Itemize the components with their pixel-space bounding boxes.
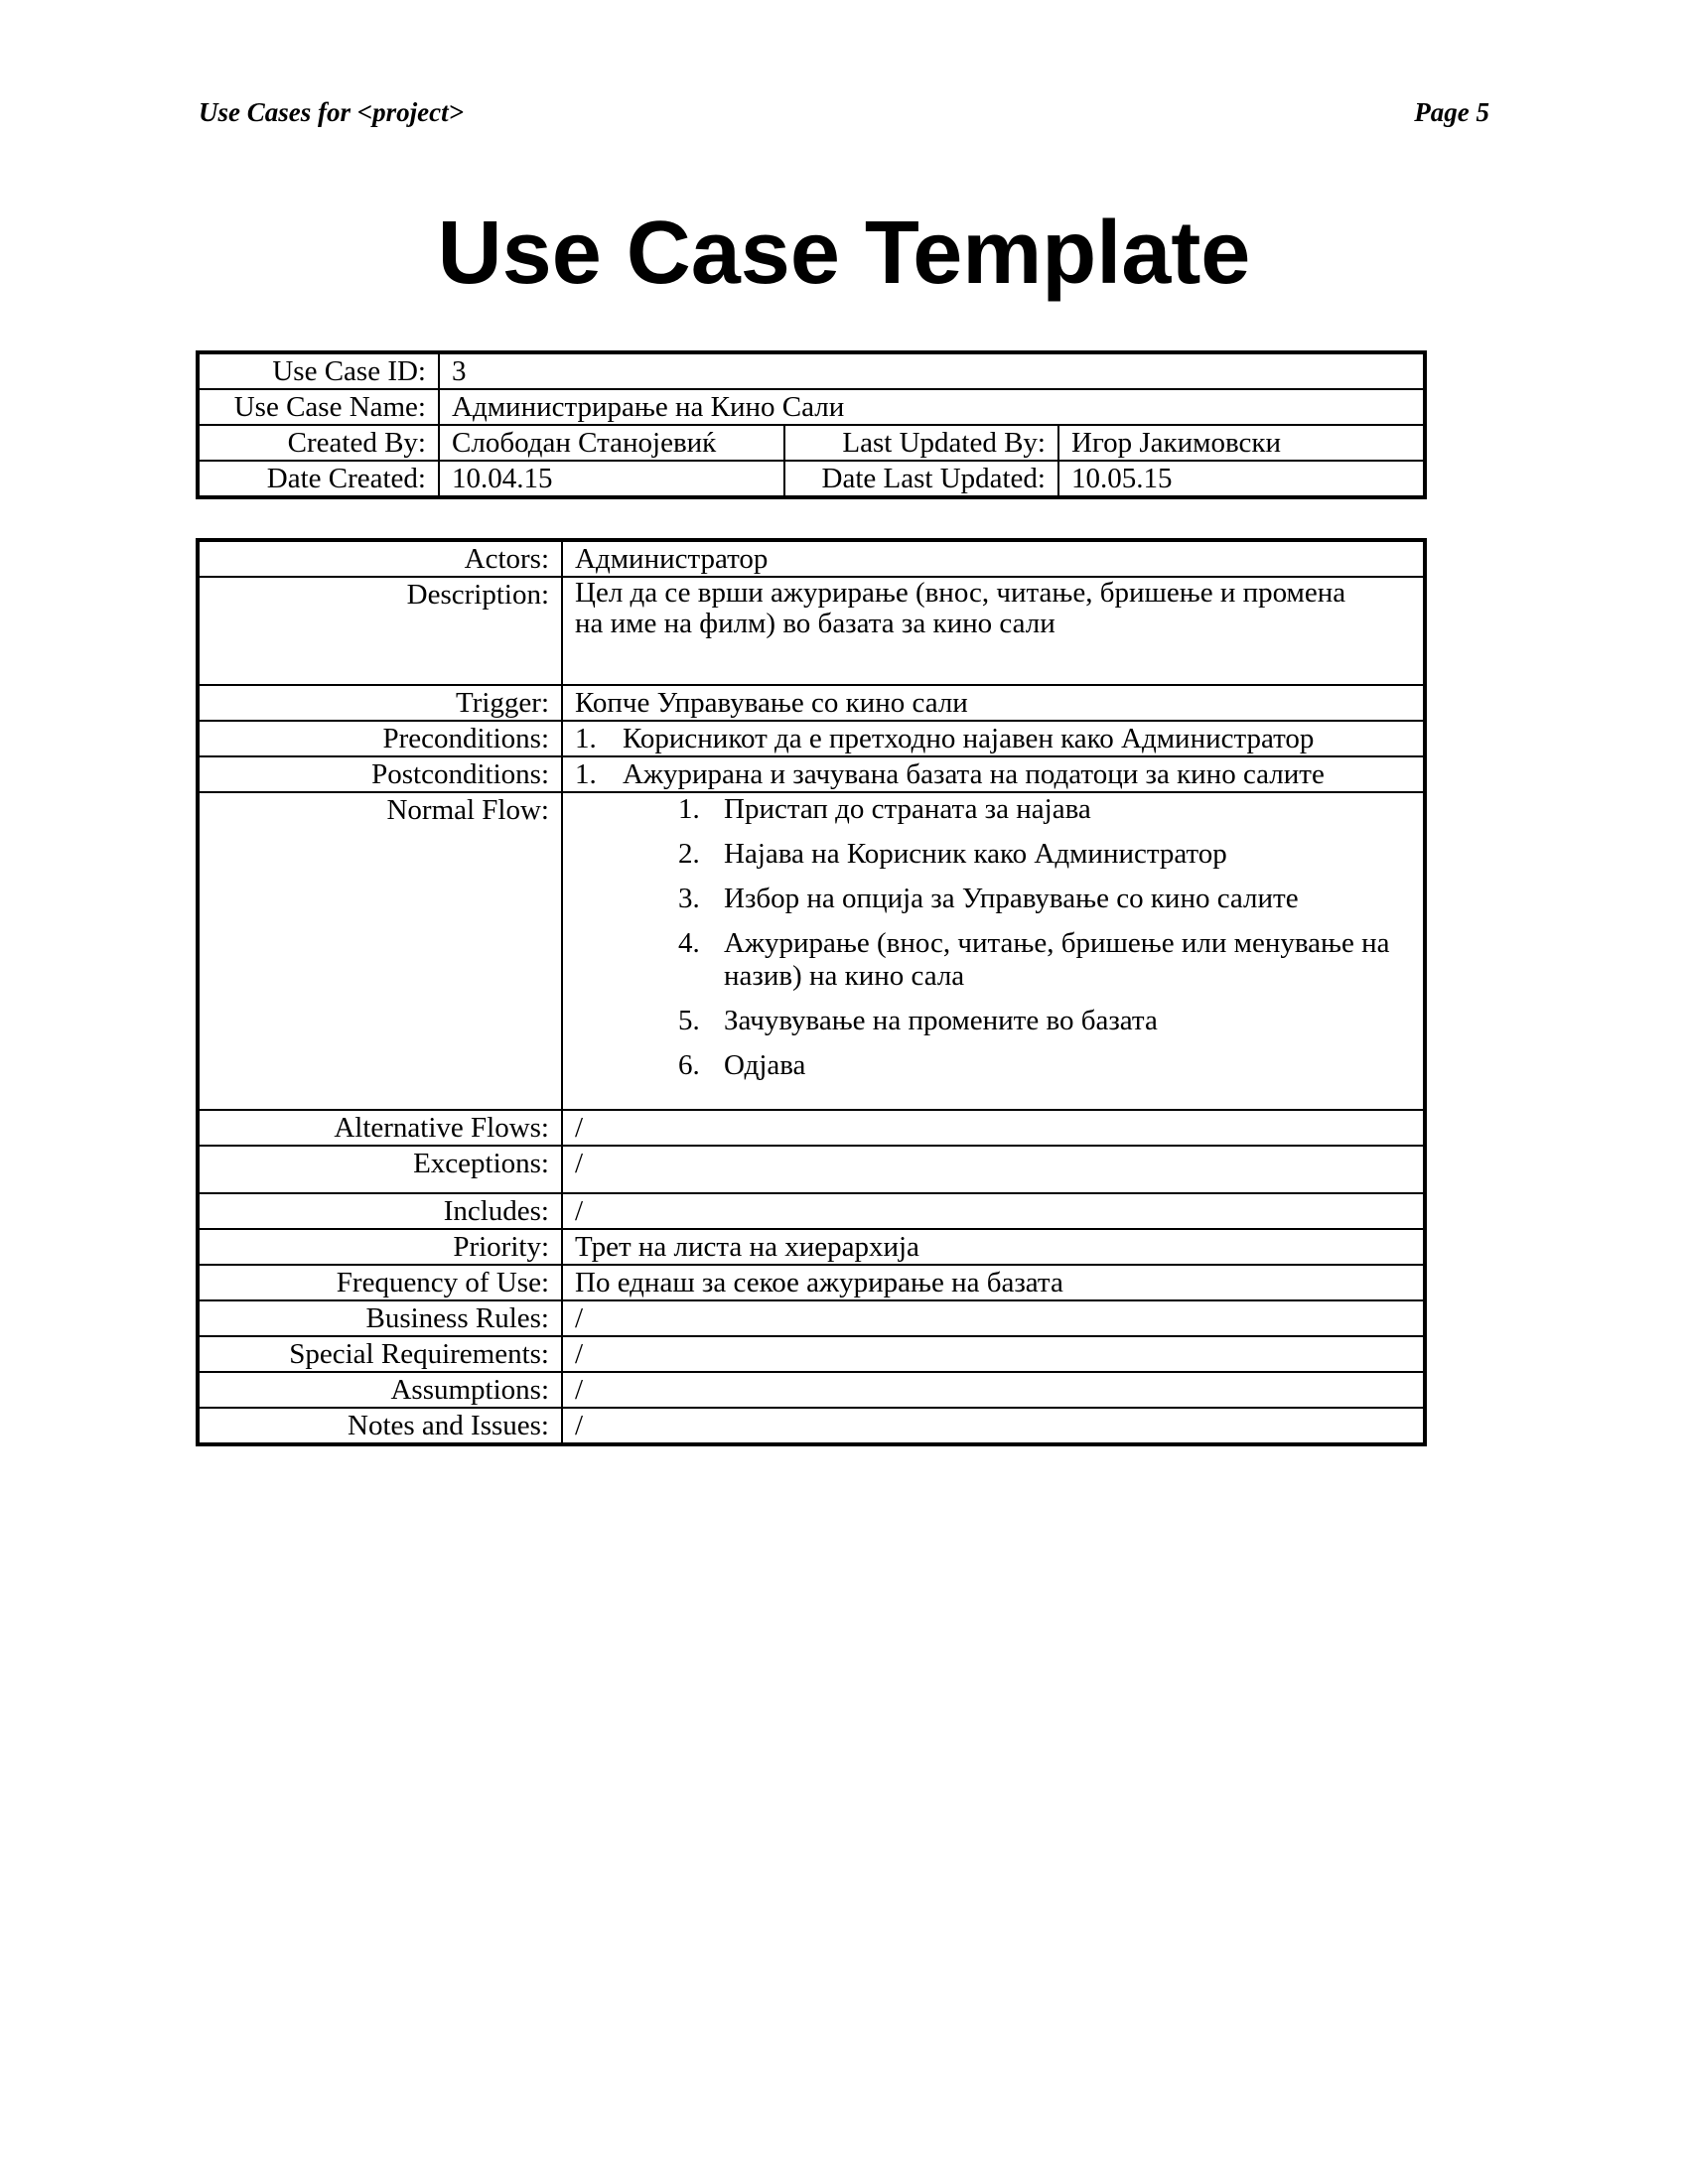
list-text: Избор на опција за Управување со кино салите bbox=[724, 883, 1299, 914]
created-by-row bbox=[198, 425, 1425, 461]
header-document-title: Use Cases for <project> bbox=[199, 97, 464, 127]
list-text: Пристап до страната за најава bbox=[724, 793, 1091, 825]
special-requirements-value: / bbox=[562, 1336, 1425, 1372]
use-case-info-table bbox=[196, 350, 1427, 499]
list-text: Ажурирање (внос, читање, бришење или менување на bbox=[724, 927, 1390, 959]
date-created-label: Date Created: bbox=[198, 461, 439, 497]
list-item bbox=[575, 757, 1411, 791]
business-rules-row bbox=[198, 1300, 1425, 1336]
list-number: 6. bbox=[678, 1049, 700, 1081]
postconditions-row bbox=[198, 756, 1425, 792]
list-number: 2. bbox=[678, 838, 700, 870]
postconditions-label: Postconditions: bbox=[198, 756, 562, 792]
page-title: Use Case Template bbox=[437, 204, 1251, 303]
list-text: Корисникот да е претходно најавен како Администратор bbox=[623, 723, 1315, 754]
preconditions-value bbox=[562, 721, 1425, 756]
trigger-row bbox=[198, 685, 1425, 721]
actors-value: Администратор bbox=[562, 540, 1425, 577]
list-number: 1. bbox=[575, 758, 597, 790]
list-number: 1. bbox=[678, 793, 700, 825]
list-item bbox=[678, 927, 1411, 993]
use-case-name-label: Use Case Name: bbox=[198, 389, 439, 425]
actors-label: Actors: bbox=[198, 540, 562, 577]
list-number: 4. bbox=[678, 927, 700, 959]
priority-label: Priority: bbox=[198, 1229, 562, 1265]
list-item bbox=[575, 722, 1411, 755]
date-created-row bbox=[198, 461, 1425, 497]
description-label: Description: bbox=[198, 577, 562, 685]
alternative-flows-value: / bbox=[562, 1110, 1425, 1146]
use-case-id-label: Use Case ID: bbox=[198, 352, 439, 389]
last-updated-by-value: Игор Јакимовски bbox=[1058, 425, 1425, 461]
description-row bbox=[198, 577, 1425, 685]
includes-value: / bbox=[562, 1193, 1425, 1229]
trigger-value: Копче Управување со кино сали bbox=[562, 685, 1425, 721]
list-number: 1. bbox=[575, 723, 597, 754]
list-text: назив) на кино сала bbox=[724, 960, 965, 992]
exceptions-row bbox=[198, 1146, 1425, 1193]
exceptions-value: / bbox=[562, 1146, 1425, 1193]
notes-row bbox=[198, 1408, 1425, 1444]
list-text: Ажурирана и зачувана базата на податоци за кино салите bbox=[623, 758, 1325, 790]
alternative-flows-label: Alternative Flows: bbox=[198, 1110, 562, 1146]
date-last-updated-label: Date Last Updated: bbox=[784, 461, 1058, 497]
includes-label: Includes: bbox=[198, 1193, 562, 1229]
date-created-value: 10.04.15 bbox=[439, 461, 784, 497]
assumptions-label: Assumptions: bbox=[198, 1372, 562, 1408]
use-case-name-value: Администрирање на Кино Сали bbox=[439, 389, 1425, 425]
list-number: 5. bbox=[678, 1005, 700, 1036]
includes-row bbox=[198, 1193, 1425, 1229]
created-by-label: Created By: bbox=[198, 425, 439, 461]
normal-flow-list bbox=[575, 793, 1411, 1082]
list-item bbox=[678, 1049, 1411, 1082]
notes-value: / bbox=[562, 1408, 1425, 1444]
list-number: 3. bbox=[678, 883, 700, 914]
trigger-label: Trigger: bbox=[198, 685, 562, 721]
list-text: Најава на Корисник како Администратор bbox=[724, 838, 1227, 870]
preconditions-label: Preconditions: bbox=[198, 721, 562, 756]
description-line: Цел да се врши ажурирање (внос, читање, бришење и промена bbox=[575, 577, 1346, 609]
list-item bbox=[678, 883, 1411, 915]
frequency-label: Frequency of Use: bbox=[198, 1265, 562, 1300]
preconditions-row bbox=[198, 721, 1425, 756]
normal-flow-value bbox=[562, 792, 1425, 1110]
exceptions-label: Exceptions: bbox=[198, 1146, 562, 1193]
header-page-number: Page 5 bbox=[1414, 97, 1489, 127]
assumptions-value: / bbox=[562, 1372, 1425, 1408]
notes-label: Notes and Issues: bbox=[198, 1408, 562, 1444]
date-last-updated-value: 10.05.15 bbox=[1058, 461, 1425, 497]
list-item bbox=[678, 793, 1411, 826]
last-updated-by-label: Last Updated By: bbox=[784, 425, 1058, 461]
business-rules-value: / bbox=[562, 1300, 1425, 1336]
page-header bbox=[199, 97, 1489, 137]
frequency-row bbox=[198, 1265, 1425, 1300]
priority-row bbox=[198, 1229, 1425, 1265]
actors-row bbox=[198, 540, 1425, 577]
special-requirements-label: Special Requirements: bbox=[198, 1336, 562, 1372]
postconditions-value bbox=[562, 756, 1425, 792]
special-requirements-row bbox=[198, 1336, 1425, 1372]
description-value bbox=[562, 577, 1425, 685]
list-item bbox=[678, 1005, 1411, 1037]
description-line: на име на филм) во базата за кино сали bbox=[575, 608, 1055, 639]
business-rules-label: Business Rules: bbox=[198, 1300, 562, 1336]
normal-flow-label: Normal Flow: bbox=[198, 792, 562, 1110]
frequency-value: По еднаш за секое ажурирање на базата bbox=[562, 1265, 1425, 1300]
normal-flow-row bbox=[198, 792, 1425, 1110]
list-text: Зачувување на промените во базата bbox=[724, 1005, 1158, 1036]
use-case-name-row bbox=[198, 389, 1425, 425]
list-text: Одјава bbox=[724, 1049, 806, 1081]
priority-value: Трет на листа на хиерархија bbox=[562, 1229, 1425, 1265]
use-case-details-table bbox=[196, 538, 1427, 1446]
created-by-value: Слободан Станојевиќ bbox=[439, 425, 784, 461]
alternative-flows-row bbox=[198, 1110, 1425, 1146]
use-case-id-row bbox=[198, 352, 1425, 389]
list-item bbox=[678, 838, 1411, 871]
assumptions-row bbox=[198, 1372, 1425, 1408]
use-case-id-value: 3 bbox=[439, 352, 1425, 389]
